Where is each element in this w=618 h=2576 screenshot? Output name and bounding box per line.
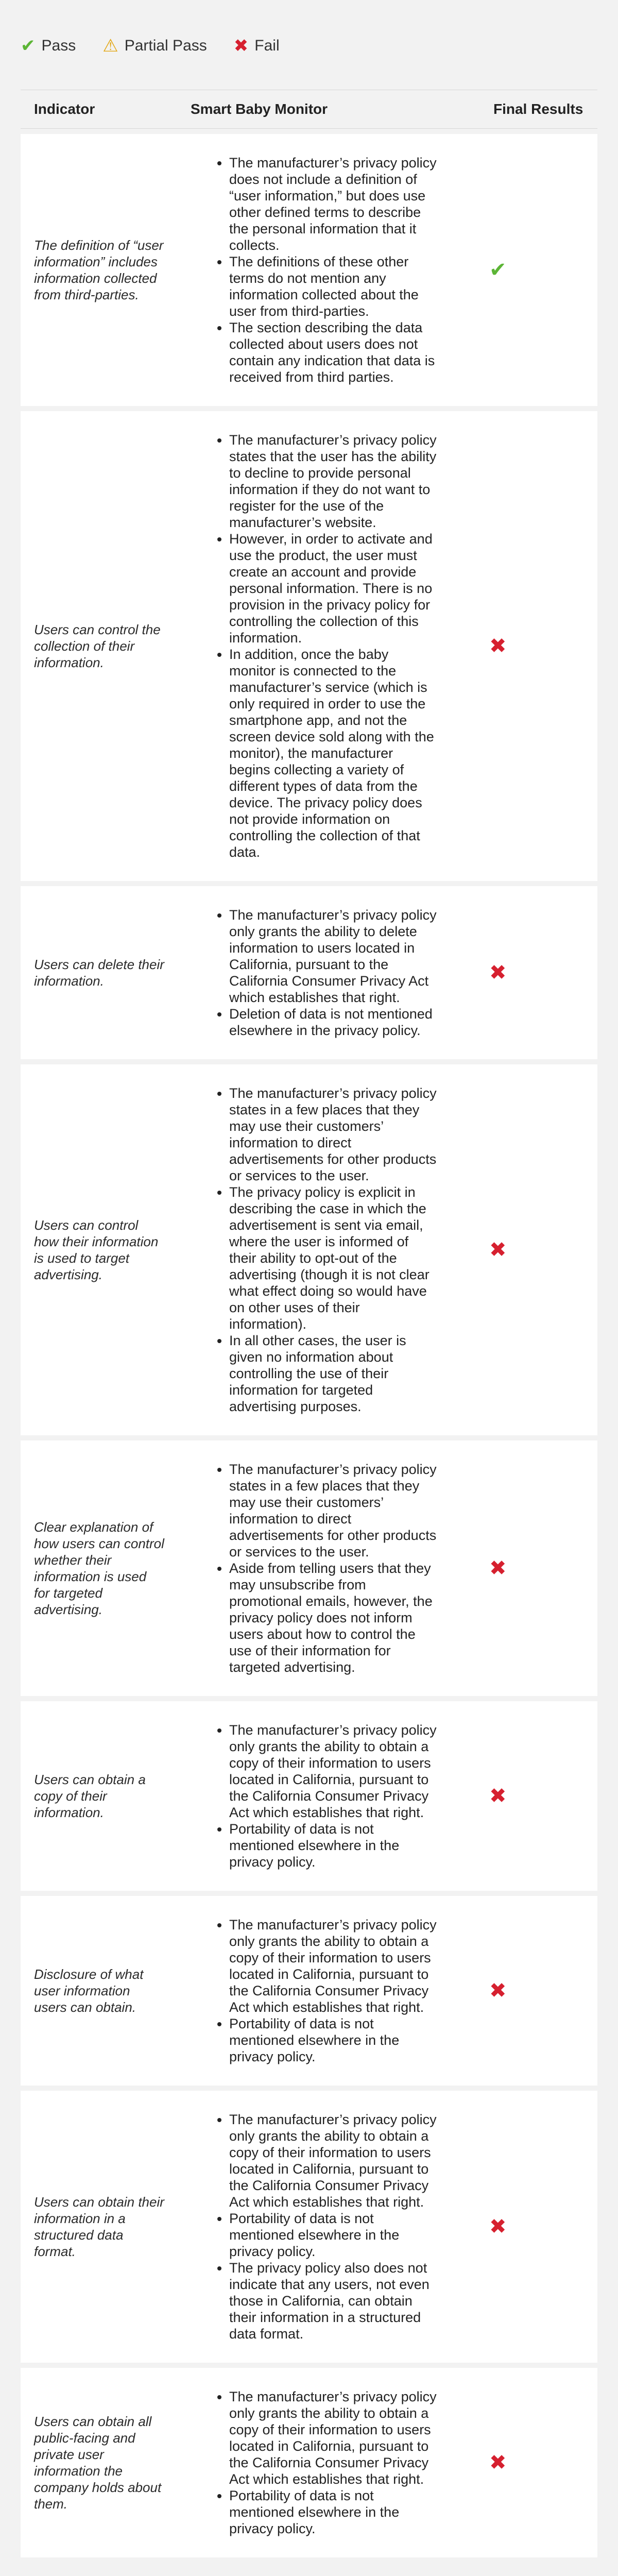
finding-item: • Deletion of data is not mentioned elsewhere in the privacy policy.: [229, 1006, 438, 1039]
finding-item: • The manufacturer’s privacy policy only grants the ability to obtain a copy of their information to users located in California, pursuant to the California Consumer Privacy Act which establishes that right.: [229, 1722, 438, 1821]
header-indicator: Indicator: [34, 101, 95, 117]
device-cell: [175, 411, 464, 881]
finding-item: • The manufacturer’s privacy policy only grants the ability to obtain a copy of their information to users located in California, pursuant to the California Consumer Privacy Act which establishes that right.: [229, 1917, 438, 2015]
finding-item: • The manufacturer’s privacy policy states that the user has the ability to decline to provide personal information if they do not want to register for the use of the manufacturer’s website.: [229, 432, 438, 531]
legend: [21, 37, 306, 55]
finding-item: • The manufacturer’s privacy policy states in a few places that they may use their customers’ information to direct advertisements for other products or services to the user.: [229, 1461, 438, 1560]
result-cell: [464, 258, 597, 282]
finding-list: [191, 2388, 453, 2537]
device-cell: [175, 1701, 464, 1891]
finding-item: • Portability of data is not mentioned elsewhere in the privacy policy.: [229, 1821, 438, 1870]
indicator-cell: Users can obtain a copy of their information.: [34, 1772, 146, 1820]
finding-item: • The manufacturer’s privacy policy states in a few places that they may use their customers’ information to direct advertisements for other products or services to the user.: [229, 1085, 438, 1184]
finding-item: • The manufacturer’s privacy policy only grants the ability to obtain a copy of their information to users located in California, pursuant to the California Consumer Privacy Act which establishes that right.: [229, 2111, 438, 2210]
finding-item: • The manufacturer’s privacy policy does not include a definition of “user information,” but does use other defined terms to describe the personal information that it collects.: [229, 155, 438, 253]
indicator-cell: Users can control how their information is used to target advertising.: [34, 1217, 159, 1282]
legend-fail: [234, 37, 280, 55]
result-cell: [464, 1784, 597, 1808]
finding-item: • However, in order to activate and use the product, the user must create an account and provide personal information. There is no provision in the privacy policy for controlling the collection of this information.: [229, 531, 438, 646]
device-cell: [175, 2091, 464, 2363]
finding-item: • The privacy policy is explicit in describing the case in which the advertisement is sent via email, where the user is informed of their ability to opt-out of the advertising (though it is not clear what effect doing so would have on other uses of their information).: [229, 1184, 438, 1332]
x-icon: ✖: [489, 2451, 507, 2474]
indicator-cell: Disclosure of what user information users can obtain.: [34, 1967, 144, 2015]
indicator-cell: Clear explanation of how users can control whether their information is used for targeted advertising.: [34, 1519, 164, 1617]
x-icon: ✖: [489, 1557, 507, 1580]
finding-item: • Aside from telling users that they may unsubscribe from promotional emails, however, the privacy policy does not inform users about how to control the use of their information for targeted advertising.: [229, 1560, 438, 1675]
table-row: [21, 1896, 597, 2086]
header-device: Smart Baby Monitor: [191, 101, 328, 117]
device-cell: [175, 1440, 464, 1696]
finding-list: [191, 1085, 453, 1415]
finding-item: • The privacy policy also does not indicate that any users, not even those in California, can obtain their information in a structured data format.: [229, 2260, 438, 2342]
device-cell: [175, 134, 464, 406]
legend-pass: [21, 37, 76, 55]
table-row: [21, 1440, 597, 1696]
finding-list: [191, 155, 453, 385]
finding-item: • The manufacturer’s privacy policy only grants the ability to obtain a copy of their information to users located in California, pursuant to the California Consumer Privacy Act which establishes that right.: [229, 2388, 438, 2487]
check-icon: ✔: [21, 36, 36, 56]
table-row: [21, 1064, 597, 1435]
finding-list: [191, 1461, 453, 1675]
legend-partial-label: Partial Pass: [124, 37, 207, 54]
device-cell: [175, 2368, 464, 2557]
result-cell: [464, 1556, 597, 1580]
result-cell: [464, 1979, 597, 2003]
device-cell: [175, 886, 464, 1059]
indicator-cell: The definition of “user information” includes information collected from third-parties.: [34, 238, 164, 302]
header-result: Final Results: [493, 101, 583, 117]
check-icon: ✔: [489, 259, 507, 281]
result-cell: [464, 2451, 597, 2475]
x-icon: ✖: [489, 1785, 507, 1807]
x-icon: ✖: [233, 36, 249, 56]
x-icon: ✖: [489, 1979, 507, 2002]
finding-item: • The definitions of these other terms do not mention any information collected about the user from third-parties.: [229, 253, 438, 319]
finding-item: • Portability of data is not mentioned elsewhere in the privacy policy.: [229, 2487, 438, 2537]
x-icon: ✖: [489, 635, 507, 657]
result-cell: [464, 634, 597, 658]
finding-item: • Portability of data is not mentioned elsewhere in the privacy policy.: [229, 2015, 438, 2065]
finding-list: [191, 432, 453, 860]
table-body: [21, 134, 597, 2557]
legend-pass-label: Pass: [41, 37, 76, 54]
table-row: [21, 411, 597, 881]
x-icon: ✖: [489, 1239, 507, 1261]
finding-list: [191, 1917, 453, 2065]
results-table: [21, 90, 597, 2557]
table-row: [21, 2368, 597, 2557]
indicator-cell: Users can obtain all public-facing and private user information the company holds about them.: [34, 2414, 162, 2512]
x-icon: ✖: [489, 961, 507, 984]
indicator-cell: Users can delete their information.: [34, 957, 164, 989]
result-cell: [464, 1238, 597, 1262]
table-header: [21, 90, 597, 129]
indicator-cell: Users can obtain their information in a structured data format.: [34, 2194, 164, 2259]
finding-item: • Portability of data is not mentioned elsewhere in the privacy policy.: [229, 2210, 438, 2260]
legend-fail-label: Fail: [254, 37, 280, 54]
table-row: [21, 2091, 597, 2363]
device-cell: [175, 1064, 464, 1435]
result-cell: [464, 2215, 597, 2239]
legend-partial: [102, 37, 207, 55]
device-cell: [175, 1896, 464, 2086]
finding-item: • In all other cases, the user is given no information about controlling the use of their information for targeted advertising purposes.: [229, 1332, 438, 1415]
finding-item: • The section describing the data collected about users does not contain any indication that data is received from third parties.: [229, 319, 438, 385]
table-row: [21, 134, 597, 406]
indicator-cell: Users can control the collection of their information.: [34, 622, 161, 670]
result-cell: [464, 961, 597, 985]
finding-item: • In addition, once the baby monitor is connected to the manufacturer’s service (which is only required in order to use the smartphone app, and not the screen device sold along with the monitor), the manufacturer begins collecting a variety of different types of data from the device. The privacy policy does not provide information on controlling the collection of that data.: [229, 646, 438, 860]
finding-list: [191, 1722, 453, 1870]
table-row: [21, 1701, 597, 1891]
finding-item: • The manufacturer’s privacy policy only grants the ability to delete information to users located in California, pursuant to the California Consumer Privacy Act which establishes that right.: [229, 907, 438, 1006]
finding-list: [191, 907, 453, 1039]
finding-list: [191, 2111, 453, 2342]
table-row: [21, 886, 597, 1059]
x-icon: ✖: [489, 2215, 507, 2238]
warning-icon: ⚠: [102, 36, 118, 56]
